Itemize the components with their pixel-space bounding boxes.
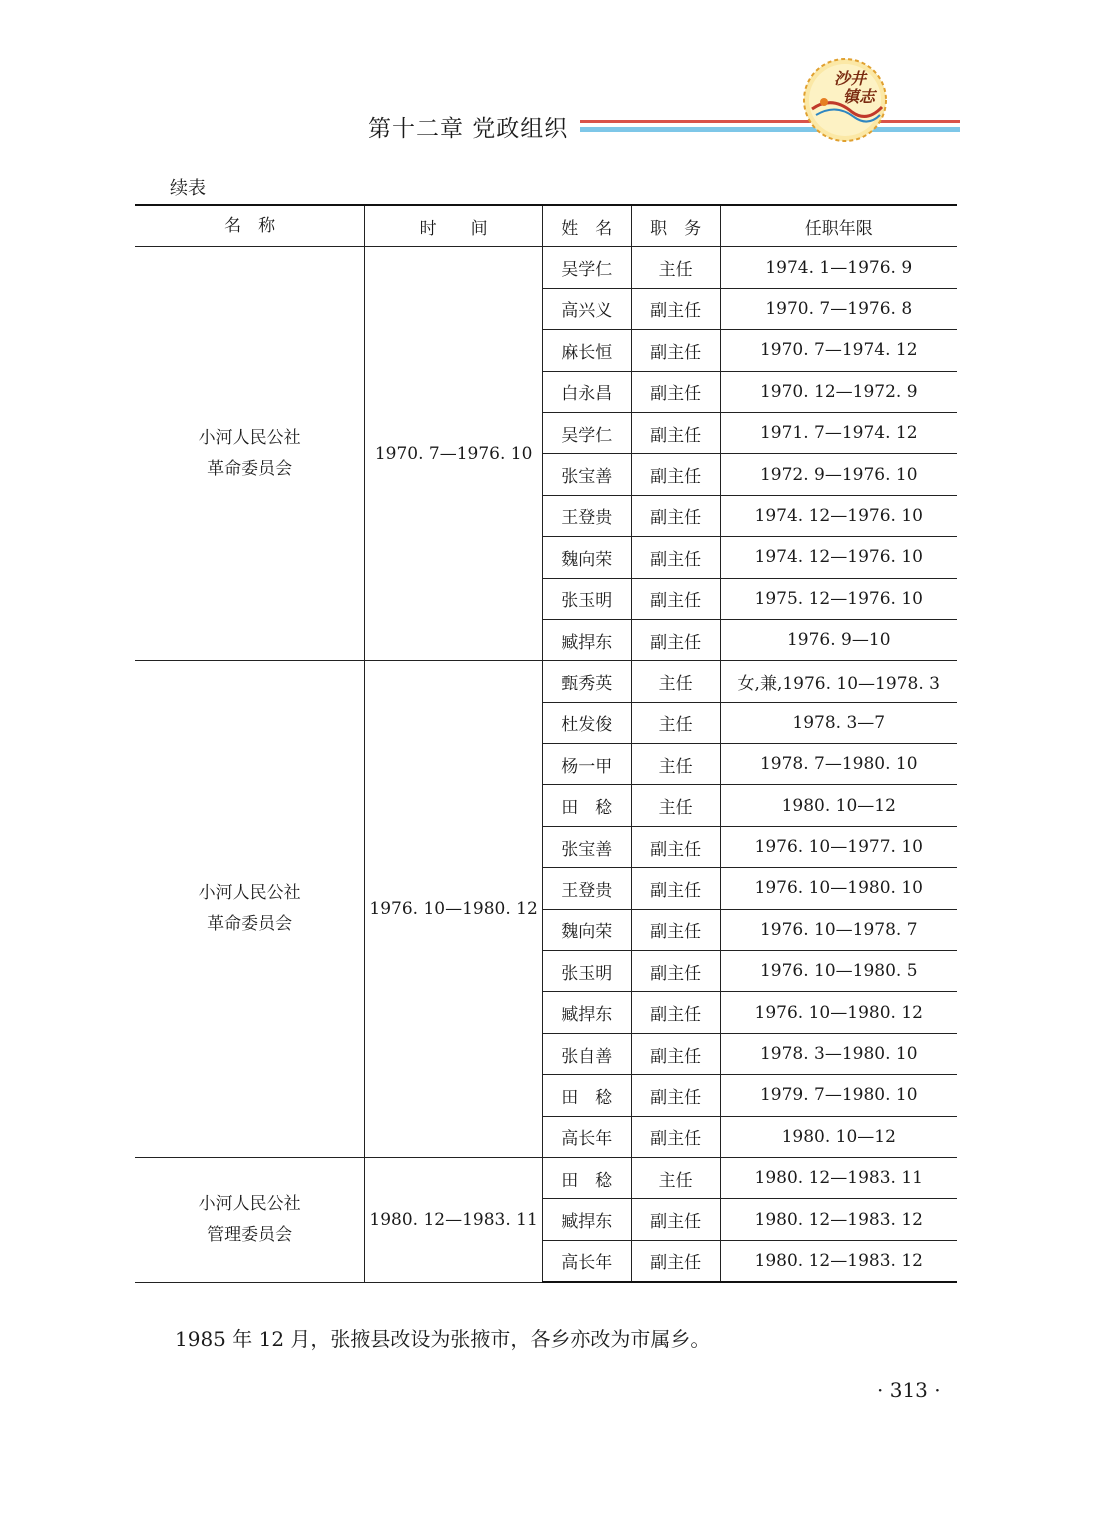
- term-cell: 1970. 7—1974. 12: [720, 330, 957, 371]
- role-cell: 副主任: [631, 371, 720, 412]
- organization-name-cell: [135, 661, 365, 1158]
- book-seal-title: [820, 70, 880, 106]
- term-cell: 1980. 12—1983. 12: [720, 1199, 957, 1240]
- role-cell: 主任: [631, 1157, 720, 1198]
- term-cell: 1980. 10—12: [720, 785, 957, 826]
- column-header-person: 姓 名: [542, 205, 631, 247]
- officials-table: [135, 204, 957, 1283]
- person-name-cell: 张宝善: [542, 454, 631, 495]
- person-name-cell: 白永昌: [542, 371, 631, 412]
- table-row: [135, 661, 957, 702]
- term-cell: 1976. 10—1980. 10: [720, 868, 957, 909]
- person-name-cell: 张宝善: [542, 826, 631, 867]
- person-name-cell: 臧捍东: [542, 992, 631, 1033]
- organization-name-line1: 小河人民公社: [198, 883, 301, 904]
- role-cell: 副主任: [631, 619, 720, 660]
- person-name-cell: 麻长恒: [542, 330, 631, 371]
- role-cell: 副主任: [631, 1075, 720, 1116]
- role-cell: 副主任: [631, 412, 720, 453]
- role-cell: 副主任: [631, 951, 720, 992]
- organization-name-line1: 小河人民公社: [198, 1193, 301, 1214]
- header-rule-red: [580, 120, 960, 123]
- person-name-cell: 吴学仁: [542, 247, 631, 288]
- role-cell: 副主任: [631, 1240, 720, 1282]
- role-cell: 副主任: [631, 288, 720, 329]
- footnote-text: 1985 年 12 月，张掖县改设为张掖市，各乡亦改为市属乡。: [175, 1327, 711, 1351]
- person-name-cell: 张玉明: [542, 951, 631, 992]
- organization-name-line2: 革命委员会: [207, 914, 293, 935]
- term-cell: 1974. 12—1976. 10: [720, 537, 957, 578]
- table-row: [135, 247, 957, 288]
- role-cell: 主任: [631, 744, 720, 785]
- role-cell: 副主任: [631, 1116, 720, 1157]
- term-cell: 1976. 9—10: [720, 619, 957, 660]
- term-cell: 1975. 12—1976. 10: [720, 578, 957, 619]
- role-cell: 副主任: [631, 826, 720, 867]
- person-name-cell: 王登贵: [542, 495, 631, 536]
- person-name-cell: 吴学仁: [542, 412, 631, 453]
- person-name-cell: 魏向荣: [542, 909, 631, 950]
- role-cell: 副主任: [631, 495, 720, 536]
- role-cell: 副主任: [631, 909, 720, 950]
- period-cell: 1976. 10—1980. 12: [365, 661, 543, 1158]
- term-cell: 1980. 10—12: [720, 1116, 957, 1157]
- role-cell: 主任: [631, 785, 720, 826]
- period-cell: 1970. 7—1976. 10: [365, 247, 543, 661]
- table-row: [135, 1157, 957, 1198]
- term-cell: 1976. 10—1978. 7: [720, 909, 957, 950]
- role-cell: 副主任: [631, 578, 720, 619]
- term-cell: 1980. 12—1983. 12: [720, 1240, 957, 1282]
- person-name-cell: 田 稔: [542, 1157, 631, 1198]
- person-name-cell: 王登贵: [542, 868, 631, 909]
- term-cell: 1974. 12—1976. 10: [720, 495, 957, 536]
- chapter-title: 第十二章 党政组织: [368, 116, 569, 142]
- term-cell: 1974. 1—1976. 9: [720, 247, 957, 288]
- person-name-cell: 甄秀英: [542, 661, 631, 702]
- term-cell: 1979. 7—1980. 10: [720, 1075, 957, 1116]
- person-name-cell: 张自善: [542, 1033, 631, 1074]
- organization-name-line2: 管理委员会: [207, 1224, 293, 1245]
- header-rule-blue: [580, 127, 960, 132]
- role-cell: 副主任: [631, 992, 720, 1033]
- term-cell: 1978. 3—7: [720, 702, 957, 743]
- column-header-role: 职 务: [631, 205, 720, 247]
- seal-title-line1: 沙井: [833, 69, 866, 88]
- term-cell: 1976. 10—1980. 12: [720, 992, 957, 1033]
- term-cell: 1971. 7—1974. 12: [720, 412, 957, 453]
- role-cell: 副主任: [631, 868, 720, 909]
- period-cell: 1980. 12—1983. 11: [365, 1157, 543, 1282]
- term-cell: 1976. 10—1977. 10: [720, 826, 957, 867]
- person-name-cell: 杨一甲: [542, 744, 631, 785]
- role-cell: 主任: [631, 247, 720, 288]
- table-header-row: [135, 205, 957, 247]
- term-cell: 女,兼,1976. 10—1978. 3: [720, 661, 957, 702]
- officials-table-body: [135, 205, 957, 1282]
- term-cell: 1970. 7—1976. 8: [720, 288, 957, 329]
- role-cell: 主任: [631, 661, 720, 702]
- seal-title-line2: 镇志: [842, 87, 875, 106]
- term-cell: 1972. 9—1976. 10: [720, 454, 957, 495]
- person-name-cell: 高兴义: [542, 288, 631, 329]
- person-name-cell: 张玉明: [542, 578, 631, 619]
- term-cell: 1970. 12—1972. 9: [720, 371, 957, 412]
- person-name-cell: 臧捍东: [542, 1199, 631, 1240]
- role-cell: 主任: [631, 702, 720, 743]
- role-cell: 副主任: [631, 330, 720, 371]
- term-cell: 1978. 3—1980. 10: [720, 1033, 957, 1074]
- person-name-cell: 臧捍东: [542, 619, 631, 660]
- page-number: · 313 ·: [877, 1378, 941, 1402]
- column-header-period: 时 间: [365, 205, 543, 247]
- column-header-name: 名 称: [135, 205, 365, 247]
- organization-name-line1: 小河人民公社: [198, 427, 301, 448]
- term-cell: 1980. 12—1983. 11: [720, 1157, 957, 1198]
- person-name-cell: 田 稔: [542, 785, 631, 826]
- person-name-cell: 高长年: [542, 1116, 631, 1157]
- person-name-cell: 杜发俊: [542, 702, 631, 743]
- column-header-term: 任职年限: [720, 205, 957, 247]
- person-name-cell: 魏向荣: [542, 537, 631, 578]
- role-cell: 副主任: [631, 537, 720, 578]
- role-cell: 副主任: [631, 454, 720, 495]
- term-cell: 1978. 7—1980. 10: [720, 744, 957, 785]
- term-cell: 1976. 10—1980. 5: [720, 951, 957, 992]
- role-cell: 副主任: [631, 1033, 720, 1074]
- person-name-cell: 高长年: [542, 1240, 631, 1282]
- continued-table-label: 续表: [170, 178, 206, 199]
- organization-name-line2: 革命委员会: [207, 458, 293, 479]
- organization-name-cell: [135, 247, 365, 661]
- organization-name-cell: [135, 1157, 365, 1282]
- role-cell: 副主任: [631, 1199, 720, 1240]
- person-name-cell: 田 稔: [542, 1075, 631, 1116]
